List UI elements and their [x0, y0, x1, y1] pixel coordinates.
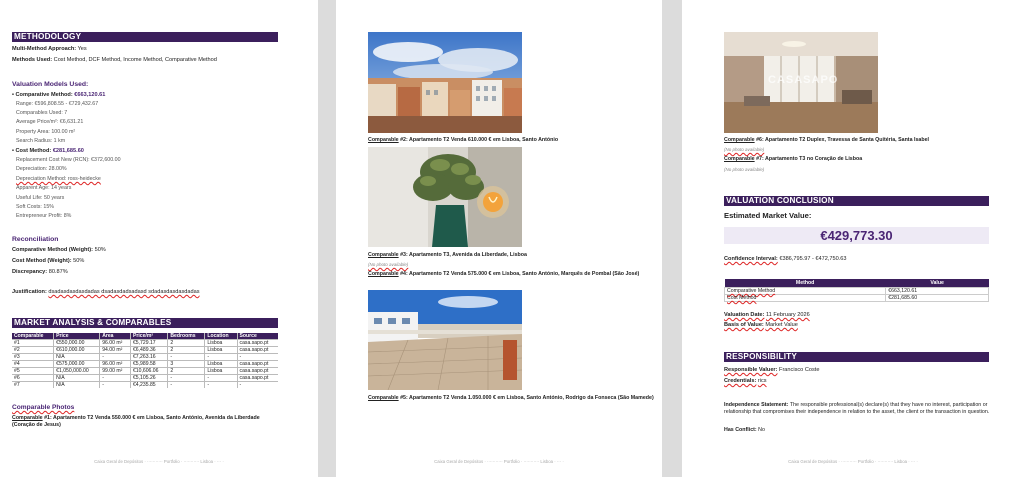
comparative-method-line [12, 92, 105, 100]
method-name: Comparative Method [727, 288, 776, 294]
caption-text: #7: Apartamento T3 no Coração de Lisboa [756, 156, 863, 162]
col-source: Source [237, 333, 278, 340]
caption-text: #5: Apartamento T2 Venda 1.050.000 € em Lisboa, Santo António, Rodrigo da Fonseca (São Mamede) [400, 395, 654, 401]
table-header-row [725, 279, 989, 288]
caption-text: #2: Apartamento T2 Venda 610.000 € em Lisboa, Santo António [400, 137, 559, 143]
valuation-models-heading: Valuation Models Used: [12, 81, 89, 88]
value-cell: €281,685.60 [886, 295, 989, 302]
col-value: Value [886, 279, 989, 288]
cost-details [16, 157, 121, 223]
valuation-date-line [724, 312, 810, 320]
table-cell: €5,729.17 [130, 340, 167, 347]
comparative-detail: Property Area: 100.00 m² [16, 128, 76, 135]
casa-sapo-watermark: CASASAPO [768, 74, 839, 86]
reconciliation-heading: Reconciliation [12, 236, 59, 243]
table-row [725, 288, 989, 295]
no-photo-text: (No photo available) [724, 147, 765, 152]
caption-label: Comparable [724, 156, 755, 162]
table-cell: €1,050,000.00 [54, 368, 100, 375]
comparable-5-caption [368, 395, 654, 402]
independence-statement [724, 402, 994, 416]
col-comparable: Comparable [12, 333, 54, 340]
comparables-table [12, 333, 278, 388]
cost-detail: Useful Life: 50 years [16, 194, 65, 201]
table-cell: N/A [54, 382, 100, 389]
table-cell: €5,989.58 [130, 361, 167, 368]
cost-detail: Soft Costs: 15% [16, 203, 54, 210]
estimated-market-value: €429,773.30 [724, 227, 989, 244]
caption-label: Comparable [724, 137, 755, 143]
comparable-3-photo [368, 147, 522, 247]
responsible-valuer-value: Francisco Coste [779, 367, 820, 373]
table-cell: - [237, 354, 278, 361]
col-bedrooms: Bedrooms [168, 333, 205, 340]
basis-of-value-line [724, 322, 798, 330]
cost-detail: Entrepreneur Profit: 8% [16, 213, 72, 220]
table-cell: €610,000.00 [54, 347, 100, 354]
justification-value: dsadasdasdasdadas dsadasdadsadasd sdadasdasdasdadas [48, 289, 200, 295]
market-analysis-heading: MARKET ANALYSIS & COMPARABLES [12, 318, 278, 328]
table-row [12, 354, 278, 361]
discrepancy-label: Discrepancy: [12, 269, 48, 275]
table-cell: - [237, 382, 278, 389]
table-cell: - [205, 382, 237, 389]
responsibility-heading: RESPONSIBILITY [724, 352, 989, 362]
caption-label: Comparable [368, 137, 399, 143]
table-cell: casa.sapo.pt [237, 375, 278, 382]
no-photo-text: (No photo available) [368, 262, 409, 267]
table-cell: €6,489.36 [130, 347, 167, 354]
caption-label: Comparable [12, 415, 43, 421]
valuation-conclusion-heading: VALUATION CONCLUSION [724, 196, 989, 206]
caption-text: #3: Apartamento T3, Avenida da Liberdade, Lisboa [400, 252, 527, 258]
comparable-photos-heading-text: Comparable Photos [12, 404, 75, 411]
justification-label: Justification: [12, 289, 47, 295]
report-page-2 [336, 0, 662, 477]
report-page-1 [0, 0, 318, 477]
caption-label: Comparable [368, 395, 399, 401]
table-cell: - [205, 354, 237, 361]
table-cell: 96.00 m² [100, 340, 131, 347]
discrepancy-line [12, 269, 68, 277]
table-cell: - [168, 354, 205, 361]
comparable-7-no-photo: (No photo available) [724, 167, 765, 172]
comparative-method-value: €663,120.61 [74, 92, 106, 98]
table-cell: casa.sapo.pt [237, 347, 278, 354]
justification-line [12, 289, 200, 297]
has-conflict-value: No [758, 427, 765, 433]
multi-method-value: Yes [77, 46, 87, 52]
multi-method-line [12, 46, 87, 54]
methodology-heading: METHODOLOGY [12, 32, 278, 42]
comparable-1-caption [12, 415, 282, 429]
confidence-interval-value: €386,795.97 - €472,750.63 [779, 256, 847, 262]
table-cell: #3 [12, 354, 54, 361]
comparative-method-label: • Comparative Method: [12, 92, 73, 98]
table-cell: €550,000.00 [54, 340, 100, 347]
table-cell: €575,000.00 [54, 361, 100, 368]
caption-text: #6: Apartamento T2 Duplex, Travessa de Santa Quitéria, Santa Isabel [756, 137, 930, 143]
recon-cost-label: Cost Method (Weight): [12, 258, 72, 264]
responsible-valuer-label: Responsible Valuer: [724, 367, 778, 373]
table-cell: 3 [168, 361, 205, 368]
table-cell: Lisboa [205, 347, 237, 354]
cost-method-value: €281,685.60 [52, 148, 84, 154]
col-area: Area [100, 333, 131, 340]
cost-detail: Replacement Cost New (RCN): €372,600.00 [16, 157, 121, 163]
recon-comparative-value: 50% [94, 247, 106, 253]
comparable-6-caption [724, 137, 1004, 144]
page-footer: Caixa Geral de Depósitos · ··········· Portfolio · ··········· Lisboa · ··· · [94, 459, 224, 464]
multi-method-label: Multi-Method Approach: [12, 46, 77, 52]
comparable-4-no-photo [368, 262, 408, 267]
comparable-7-no-photo-above [724, 147, 764, 152]
page-footer: Caixa Geral de Depósitos · ··········· Portfolio · ··········· Lisboa · ··· · [788, 459, 918, 464]
credentials-label: Credentials: [724, 378, 757, 384]
comparable-photos-heading [12, 404, 74, 411]
valuation-date-label: Valuation Date: [724, 312, 765, 318]
independence-value: The responsible professional(s) declare(s) that they have no interest, participation or relationship that compromises their independence in relation to the asset, the client or the transaction in question. [724, 402, 990, 415]
credentials-line [724, 378, 767, 386]
table-cell: - [168, 382, 205, 389]
table-cell: 94.00 m² [100, 347, 131, 354]
method-cell [725, 295, 886, 302]
cost-detail-text: Depreciation Method: ross-heidecke [16, 175, 101, 182]
table-row [12, 347, 278, 354]
table-cell: #6 [12, 375, 54, 382]
table-cell: €4,235.85 [130, 382, 167, 389]
valuation-date-value: 11 February 2026 [765, 312, 810, 318]
page-footer: Caixa Geral de Depósitos · ··········· Portfolio · ··········· Lisboa · ··· · [434, 459, 564, 464]
basis-of-value-label: Basis of Value: [724, 322, 764, 328]
caption-text: #4: Apartamento T2 Venda 575.000 € em Lisboa, Santo António, Marquês de Pombal (São José) [400, 271, 640, 277]
table-cell: 2 [168, 368, 205, 375]
has-conflict-line [724, 427, 765, 434]
table-cell: Lisboa [205, 361, 237, 368]
table-cell: 96.00 m² [100, 361, 131, 368]
table-cell: casa.sapo.pt [237, 368, 278, 375]
table-cell: casa.sapo.pt [237, 361, 278, 368]
table-row [12, 368, 278, 375]
comparable-7-caption [724, 156, 1004, 163]
basis-of-value-value: Market Value [765, 322, 798, 328]
has-conflict-label: Has Conflict: [724, 427, 757, 433]
comparables-table-body [12, 340, 278, 389]
cost-method-line [12, 148, 84, 156]
method-cell [725, 288, 886, 295]
col-price: Price [54, 333, 100, 340]
report-page-3 [682, 0, 1024, 477]
caption-label: Comparable [368, 252, 399, 258]
value-cell: €663,120.61 [886, 288, 989, 295]
methods-used-label: Methods Used: [12, 57, 53, 63]
comparable-5-photo [368, 290, 522, 390]
table-cell: N/A [54, 354, 100, 361]
comparable-2-photo [368, 32, 522, 133]
table-cell: Lisboa [205, 368, 237, 375]
cost-method-label: • Cost Method: [12, 148, 52, 154]
recon-cost-value: 50% [73, 258, 85, 264]
table-cell: #7 [12, 382, 54, 389]
table-cell: #2 [12, 347, 54, 354]
col-location: Location [205, 333, 237, 340]
col-method: Method [725, 279, 886, 288]
table-cell: - [100, 354, 131, 361]
table-cell: - [205, 375, 237, 382]
estimated-market-value-label: Estimated Market Value: [724, 211, 812, 220]
cost-detail: Depreciation: 28.00% [16, 166, 67, 173]
table-cell: - [100, 382, 131, 389]
table-cell: 2 [168, 340, 205, 347]
table-row [12, 340, 278, 347]
table-cell: €5,105.26 [130, 375, 167, 382]
table-cell: - [100, 375, 131, 382]
comparative-detail: Comparables Used: 7 [16, 110, 68, 117]
table-row [12, 382, 278, 389]
comparative-detail: Search Radius: 1 km [16, 137, 66, 144]
methods-used-line [12, 57, 217, 65]
recon-comparative-label: Comparative Method (Weight): [12, 247, 94, 253]
cost-detail [16, 176, 121, 185]
comparable-2-caption [368, 137, 648, 144]
recon-cost-line [12, 258, 84, 266]
independence-label: Independence Statement: [724, 402, 789, 408]
responsible-valuer-line [724, 367, 819, 375]
table-cell: #1 [12, 340, 54, 347]
method-value-table [724, 279, 989, 302]
table-cell: Lisboa [205, 340, 237, 347]
table-cell: €7,263.16 [130, 354, 167, 361]
table-cell: N/A [54, 375, 100, 382]
comparable-6-photo [724, 32, 878, 133]
method-name: Cost Method [727, 295, 757, 301]
credentials-value: rics [757, 378, 767, 384]
table-row [725, 295, 989, 302]
comparative-detail: Range: €596,808.55 - €729,432.67 [16, 101, 99, 107]
table-cell: €10,606.06 [130, 368, 167, 375]
comparative-detail: Average Price/m²: €6,631.21 [16, 119, 84, 126]
table-cell: casa.sapo.pt [237, 340, 278, 347]
table-row [12, 375, 278, 382]
table-cell: - [168, 375, 205, 382]
comparable-3-caption [368, 252, 648, 259]
discrepancy-value: 80.87% [48, 269, 68, 275]
table-cell: #5 [12, 368, 54, 375]
comparable-4-caption [368, 271, 654, 278]
confidence-interval-line [724, 256, 847, 264]
confidence-interval-label: Confidence Interval: [724, 256, 778, 262]
table-cell: 2 [168, 347, 205, 354]
col-price-m2: Price/m² [130, 333, 167, 340]
caption-text: #1: Apartamento T2 Venda 550.000 € em Lisboa, Santo António, Avenida da Liberdade (Coração de Jesus) [12, 415, 260, 428]
table-cell: 99.00 m² [100, 368, 131, 375]
recon-comparative-line [12, 247, 106, 255]
methods-used-value: Cost Method, DCF Method, Income Method, Comparative Method [53, 57, 217, 63]
table-row [12, 361, 278, 368]
comparative-details [16, 101, 98, 147]
cost-detail: Apparent Age: 14 years [16, 185, 72, 192]
caption-label: Comparable [368, 271, 399, 277]
table-cell: #4 [12, 361, 54, 368]
